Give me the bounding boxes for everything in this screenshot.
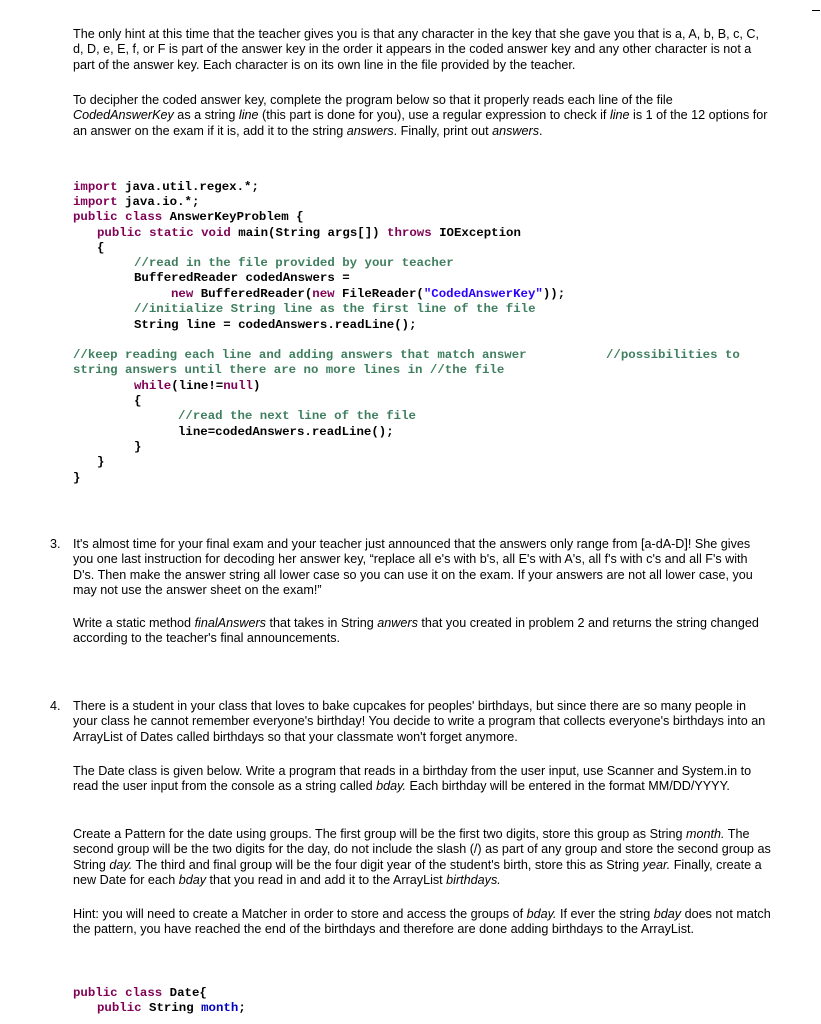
code-comment: //keep reading each line and adding answers that match answer [73,348,527,362]
code-line: line=codedAnswers.readLine(); [178,425,394,439]
code-comment: string answers until there are no more lines in //the file [73,363,505,377]
code-line: while(line!=null) [134,379,261,393]
code-line: public class Date{ [73,986,207,1000]
code-line: } [97,455,105,469]
intro-paragraph-2: To decipher the coded answer key, complete the program below so that it properly reads each line of the file CodedAnswerKey as a string line (this part is done for you), use a regular expression to check if line is 1 of the 12 options for an answer on the exam if it is, add it to the string answers. Finally, print out answers. [73,93,768,138]
code-line: import java.util.regex.*; [73,180,259,194]
question-3-number: 3. [50,537,61,551]
code-line: public String month; [97,1001,246,1015]
code-line: import java.io.*; [73,195,200,209]
question-4-hint: Hint: you will need to create a Matcher in order to store and access the groups of bday. If ever the string bday does not match the pattern, you have reached the end of the birthdays and therefore are done adding birthdays to the ArrayList. [73,907,771,937]
question-4-number: 4. [50,699,61,713]
code-line: { [97,241,105,255]
code-line: { [134,394,142,408]
code-line: } [134,440,142,454]
question-4-paragraph-2: The Date class is given below. Write a program that reads in a birthday from the user input, use Scanner and System.in to read the user input from the console as a string called bday. Each birthday will be entered in the format MM/DD/YYYY. [73,764,752,794]
code-comment: //read the next line of the file [178,409,416,423]
code-line: new BufferedReader(new FileReader("CodedAnswerKey")); [171,287,566,301]
question-4-paragraph-3: Create a Pattern for the date using groups. The first group will be the first two digits, store this group as String month. The second group will be the two digits for the day, do not include the slash (/) as part of any group and store the second group as String day. The third and final group will be the four digit year of the student's birth, store this as String year. Finally, create a new Date for each bday that you read in and add it to the ArrayList birthdays. [73,827,771,888]
code-comment: //read in the file provided by your teacher [134,256,454,270]
code-line: } [73,471,81,485]
file-name: CodedAnswerKey [73,108,174,123]
question-4-paragraph-1: There is a student in your class that loves to bake cupcakes for peoples' birthdays, but since there are so many people in your class he cannot remember everyone's birthday! You decide to write a program that collects everyone's birthdays into an ArrayList of Dates called birthdays so that your classmate won't forget anymore. [73,699,766,744]
code-comment: //initialize String line as the first line of the file [134,302,536,316]
question-3-paragraph-2: Write a static method finalAnswers that takes in String anwers that you created in problem 2 and returns the string changed according to the teacher's final announcements. [73,616,759,646]
code-line: BufferedReader codedAnswers = [134,271,350,285]
code-comment: //possibilities to [606,348,740,362]
code-line: public static void main(String args[]) throws IOException [97,226,521,240]
question-3-paragraph-1: It's almost time for your final exam and your teacher just announced that the answers only range from [a-dA-D]! She gives you one last instruction for decoding her answer key, “replace all e's with b's, all E's with A's, all f's with c's and all F's with D's. Then make the answer string all lower case so you can use it on the exam. If your answers are not all lower case, you may not use the answer sheet on the exam!” [73,537,753,598]
code-line: String line = codedAnswers.readLine(); [134,318,417,332]
top-right-rule [812,10,820,11]
code-line: public class AnswerKeyProblem { [73,210,304,224]
intro-paragraph-1: The only hint at this time that the teacher gives you is that any character in the key that she gave you that is a, A, b, B, c, C, d, D, e, E, f, or F is part of the answer key in the order it appears in the coded answer key and any other character is not a part of the answer key. Each character is on its own line in the file provided by the teacher. [73,27,760,72]
